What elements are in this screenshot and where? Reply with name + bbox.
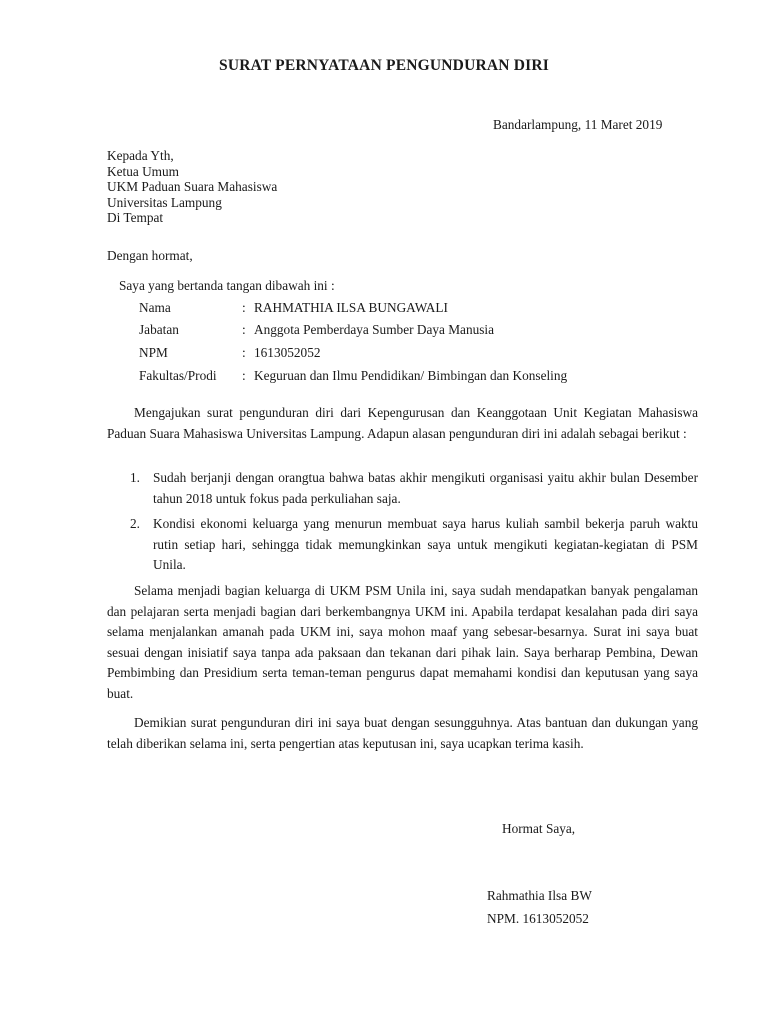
recipient-line: Ketua Umum bbox=[107, 163, 180, 179]
reason-number: 2. bbox=[130, 516, 140, 531]
greeting: Dengan hormat, bbox=[107, 248, 193, 263]
closing-salutation: Hormat Saya, bbox=[502, 821, 576, 836]
reason-text: Sudah berjanji dengan orangtua bahwa batas akhir mengikuti organisasi yaitu akhir bulan Desember tahun 2018 untuk fokus pada perkuliahan saja. bbox=[153, 470, 698, 506]
recipient-line: Universitas Lampung bbox=[107, 194, 222, 210]
identity-row-jabatan bbox=[139, 321, 494, 338]
identity-intro: Saya yang bertanda tangan dibawah ini : bbox=[119, 278, 335, 293]
identity-separator: : bbox=[242, 368, 246, 383]
identity-row-npm bbox=[139, 344, 320, 361]
recipient-line: Kepada Yth, bbox=[107, 148, 174, 163]
identity-label: Nama bbox=[139, 300, 171, 315]
identity-value: Anggota Pemberdaya Sumber Daya Manusia bbox=[254, 322, 495, 337]
recipient-line: Di Tempat bbox=[107, 210, 164, 225]
identity-value: RAHMATHIA ILSA BUNGAWALI bbox=[254, 300, 448, 315]
signer-npm: NPM. 1613052052 bbox=[487, 911, 589, 926]
recipient-address bbox=[107, 148, 277, 226]
identity-value: 1613052052 bbox=[254, 345, 321, 360]
paragraph-closing: Demikian surat pengunduran diri ini saya buat dengan sesungguhnya. Atas bantuan dan dukungan yang telah diberikan selama ini, serta pengertian atas keputusan ini, saya ucapkan terima kasih. bbox=[107, 715, 698, 751]
letter-title: SURAT PERNYATAAN PENGUNDURAN DIRI bbox=[219, 57, 549, 74]
reason-text: Kondisi ekonomi keluarga yang menurun membuat saya harus kuliah sambil bekerja paruh waktu rutin setiap hari, sehingga tidak memungkinkan saya untuk mengikuti kegiatan-kegiatan di PSM Unila. bbox=[153, 516, 698, 572]
identity-row-nama bbox=[139, 299, 448, 316]
identity-value: Keguruan dan Ilmu Pendidikan/ Bimbingan dan Konseling bbox=[254, 368, 568, 383]
paragraph-request: Mengajukan surat pengunduran diri dari Kepengurusan dan Keanggotaan Unit Kegiatan Mahasiswa Paduan Suara Mahasiswa Universitas Lampung. Adapun alasan pengunduran diri ini adalah sebagai berikut : bbox=[107, 405, 698, 441]
identity-separator: : bbox=[242, 322, 246, 337]
reason-item-2 bbox=[130, 514, 698, 576]
recipient-line: UKM Paduan Suara Mahasiswa bbox=[107, 179, 278, 194]
reason-item-1 bbox=[130, 468, 698, 509]
identity-label: Jabatan bbox=[139, 322, 179, 337]
reason-number: 1. bbox=[130, 470, 140, 485]
identity-label: Fakultas/Prodi bbox=[139, 368, 217, 383]
identity-row-fakultas bbox=[139, 367, 567, 384]
identity-separator: : bbox=[242, 345, 246, 360]
identity-label: NPM bbox=[139, 345, 168, 360]
identity-separator: : bbox=[242, 300, 246, 315]
letter-date: Bandarlampung, 11 Maret 2019 bbox=[493, 117, 663, 132]
signer-name: Rahmathia Ilsa BW bbox=[487, 888, 592, 903]
paragraph-experience: Selama menjadi bagian keluarga di UKM PSM Unila ini, saya sudah mendapatkan banyak pengalaman dan pelajaran serta menjadi bagian dari berkembangnya UKM ini. Apabila terdapat kesalahan pada diri saya selama menjalankan amanah pada UKM ini, saya mohon maaf yang sebesar-besarnya. Surat ini saya buat sesuai dengan inisiatif saya tanpa ada paksaan dan tekanan dari pihak lain. Saya berharap Pembina, Dewan Pembimbing dan Presidium serta teman-teman pengurus dapat memahami kondisi dan keputusan yang saya buat. bbox=[107, 583, 698, 701]
